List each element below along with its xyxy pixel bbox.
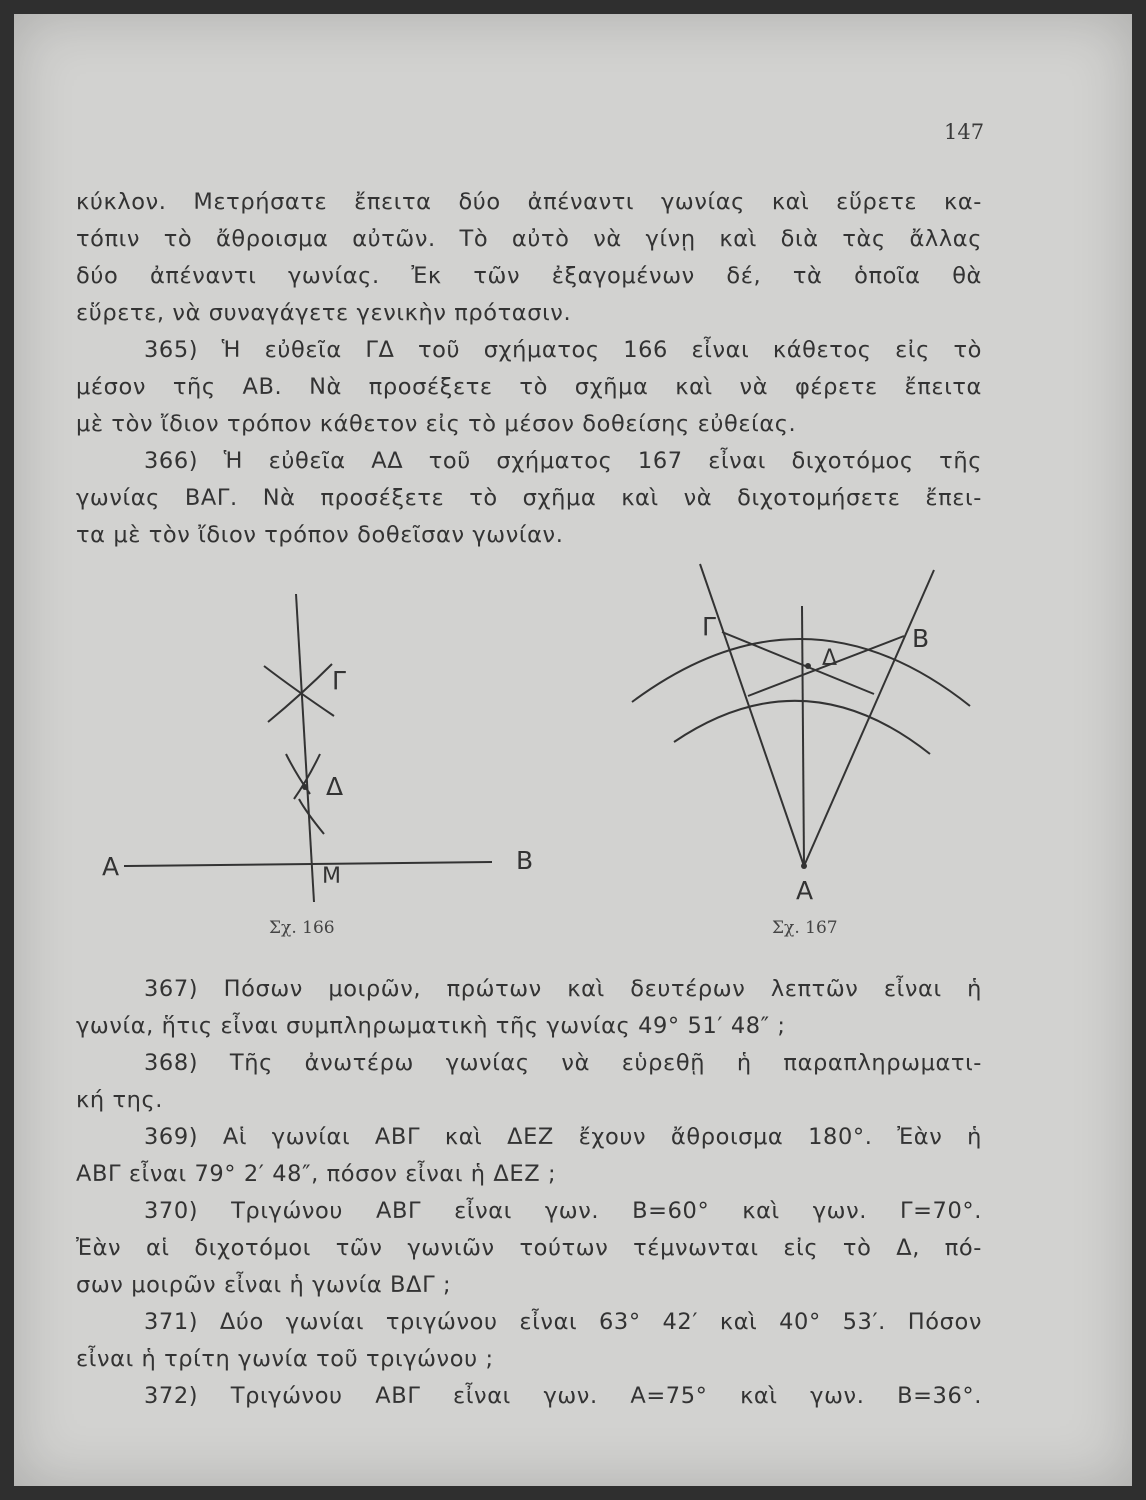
text-line: γωνίας ΒΑΓ. Νὰ προσέξετε τὸ σχῆμα καὶ νὰ διχοτομήσετε ἔπει- xyxy=(76,485,982,511)
exercise-365-line: 365) Ἡ εὐθεῖα ΓΔ τοῦ σχήματος 166 εἶναι κάθετος εἰς τὸ xyxy=(144,337,982,363)
label-g: Γ xyxy=(332,666,346,695)
figure-166-drawing xyxy=(84,584,564,944)
text-line: κύκλον. Μετρήσατε ἔπειτα δύο ἀπέναντι γωνίας καὶ εὕρετε κα- xyxy=(76,189,982,215)
text-line: τα μὲ τὸν ἴδιον τρόπον δοθεῖσαν γωνίαν. xyxy=(76,522,564,548)
text-block-top xyxy=(76,184,982,554)
perpendicular-line xyxy=(296,594,314,902)
label-d: Δ xyxy=(326,772,344,801)
label-m: Μ xyxy=(322,864,341,889)
ray-ab xyxy=(804,570,934,866)
exercise-372-line: 372) Τριγώνου ΑΒΓ εἶναι γων. Α=75° καὶ γων. Β=36°. xyxy=(144,1383,982,1409)
text-line: μὲ τὸν ἴδιον τρόπον κάθετον εἰς τὸ μέσον δοθείσης εὐθείας. xyxy=(76,411,797,437)
book-page xyxy=(14,14,1132,1486)
segment-ab xyxy=(124,862,492,866)
arc-lower-tail xyxy=(299,799,324,834)
text-line: Ἐὰν αἱ διχοτόμοι τῶν γωνιῶν τούτων τέμνωνται εἰς τὸ Δ, πό- xyxy=(76,1235,982,1261)
label-d: Δ xyxy=(822,646,838,671)
text-line: τόπιν τὸ ἄθροισμα αὐτῶν. Τὸ αὐτὸ νὰ γίνῃ καὶ διὰ τὰς ἄλλας xyxy=(76,226,982,252)
label-a: Α xyxy=(102,852,120,881)
text-line: εἶναι ἡ τρίτη γωνία τοῦ τριγώνου ; xyxy=(76,1346,494,1372)
text-line: ΑΒΓ εἶναι 79° 2′ 48″, πόσον εἶναι ἡ ΔΕΖ ; xyxy=(76,1161,557,1187)
label-b: Β xyxy=(516,846,534,875)
text-line: δύο ἀπέναντι γωνίας. Ἐκ τῶν ἐξαγομένων δέ, τὰ ὁποῖα θὰ xyxy=(76,263,982,289)
figure-167-caption: Σχ. 167 xyxy=(772,918,838,938)
ray-ag xyxy=(700,564,804,866)
exercise-369-line: 369) Αἱ γωνίαι ΑΒΓ καὶ ΔΕΖ ἔχουν ἄθροισμα 180°. Ἐὰν ἡ xyxy=(144,1124,982,1150)
figure-166-caption: Σχ. 166 xyxy=(269,918,335,938)
exercise-368-line: 368) Τῆς ἀνωτέρω γωνίας νὰ εὑρεθῇ ἡ παραπληρωματι- xyxy=(144,1050,982,1076)
label-b: Β xyxy=(912,624,930,653)
bisector-ad xyxy=(802,606,804,866)
text-line: μέσον τῆς ΑΒ. Νὰ προσέξετε τὸ σχῆμα καὶ νὰ φέρετε ἔπειτα xyxy=(76,374,982,400)
text-line: κή της. xyxy=(76,1087,164,1113)
vertex-a xyxy=(801,863,807,869)
figure-166 xyxy=(84,584,564,944)
label-a: Α xyxy=(796,876,814,905)
exercise-367-line: 367) Πόσων μοιρῶν, πρώτων καὶ δευτέρων λεπτῶν εἶναι ἡ xyxy=(144,976,982,1002)
exercise-366-line: 366) Ἡ εὐθεῖα ΑΔ τοῦ σχήματος 167 εἶναι διχοτόμος τῆς xyxy=(144,448,982,474)
exercise-370-line: 370) Τριγώνου ΑΒΓ εἶναι γων. Β=60° καὶ γων. Γ=70°. xyxy=(144,1198,982,1224)
exercise-371-line: 371) Δύο γωνίαι τριγώνου εἶναι 63° 42′ καὶ 40° 53′. Πόσον xyxy=(144,1309,982,1335)
text-line: σων μοιρῶν εἶναι ἡ γωνία ΒΔΓ ; xyxy=(76,1272,452,1298)
text-line: εὕρετε, νὰ συναγάγετε γενικὴν πρότασιν. xyxy=(76,300,572,326)
page-number: 147 xyxy=(944,120,985,144)
figure-167 xyxy=(614,554,984,944)
segment-g-inner xyxy=(722,632,874,694)
point-d xyxy=(805,663,811,669)
text-line: γωνία, ἥτις εἶναι συμπληρωματικὴ τῆς γωνίας 49° 51′ 48″ ; xyxy=(76,1013,786,1039)
text-block-bottom xyxy=(76,971,982,1415)
point-d xyxy=(302,784,308,790)
label-g: Γ xyxy=(702,612,716,641)
